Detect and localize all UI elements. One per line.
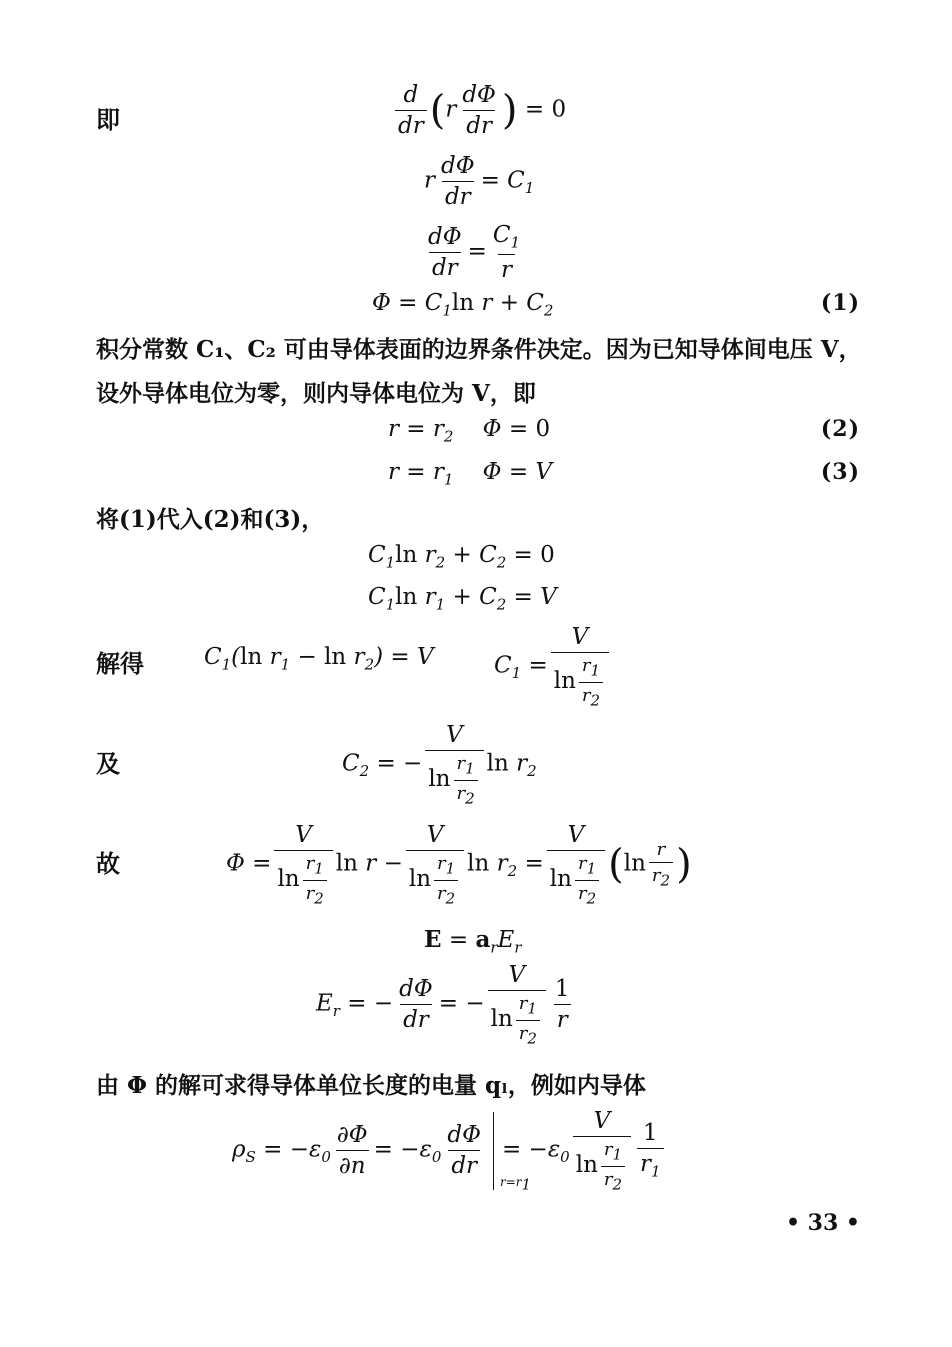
label-jiede: 解得 [96,649,144,678]
equation-potential-solution: Φ = V ln $\frac{r_1}{r_2}$ ln r − V ln $\frac{r_1}{r_2}$ $\ln r_2$ = V ln $\frac{r_1}{r_2}$ (ln $\frac{r}{r_2}$ ) [226,822,692,908]
equation-boundary-outer: $r = r_2$ Φ = 0 [388,416,551,446]
label-ji: 即 [96,105,120,134]
equation-c2-solution: $C_2$ = − V ln $\frac{r_1}{r_2}$ $\ln r_2$ [342,722,537,808]
paragraph-boundary-conditions: 积分常数 C₁、C₂ 可由导体表面的边界条件决定。因为已知导体间电压 V，设外导体电位为零，则内导体电位为 V，即 [96,336,862,407]
paragraph-substitute: 将(1)代入(2)和(3)， [96,506,325,533]
equation-boundary-inner: $r = r_1$ Φ = V [388,459,553,489]
equation-radial-field: $E_r$ = − $\frac{d\Phi}{dr}$ = − V ln $\frac{r_1}{r_2}$ $\frac{1}{r}$ [316,962,570,1048]
equation-c1-solution: $C_1$ = V ln $\frac{r_1}{r_2}$ [494,624,612,709]
equation-general-solution: $\Phi = C_1\ln$ $r + C_2$ [372,290,554,320]
equation-first-integral: r $\frac{d\Phi}{dr}$ = $C_1$ [424,153,535,210]
equation-number-1: (1) [820,290,860,316]
equation-field-vector: $E = a_rE_r$ [424,926,522,957]
paragraph-charge: 由 Φ 的解可求得导体单位长度的电量 qₗ，例如内导体 [96,1072,646,1099]
label-gu: 故 [96,849,120,878]
equation-c1-relation: $C_1(\ln$ $r_1 - \ln r_2) = V$ [204,644,434,674]
page-number: • 33 • [785,1210,860,1236]
equation-number-3: (3) [820,459,860,485]
equation-laplace: $\frac{d}{dr}$ (r $\frac{d\Phi}{dr}$ ) = 0 [392,82,566,139]
equation-derivative: $\frac{d\Phi}{dr}$ = $\frac{C_1}{r}$ [428,222,521,283]
label-ji2: 及 [96,749,120,778]
equation-number-2: (2) [820,416,860,442]
equation-surface-charge: $\rho_S = -\varepsilon_0$ $\frac{\partial\Phi}{\partial n}$ = $-\varepsilon_0$ $\frac{d\Phi}{dr}$ $r=r_1$ = $-\varepsilon_0$ V ln $\frac{r_1}{r_2}$ $\frac{1}{r_1}$ [232,1108,667,1193]
equation-system-2: $C_1\ln$ $r_1 + C_2 = V$ [368,584,557,614]
equation-system-1: $C_1\ln$ $r_2 + C_2 = 0$ [368,542,555,572]
